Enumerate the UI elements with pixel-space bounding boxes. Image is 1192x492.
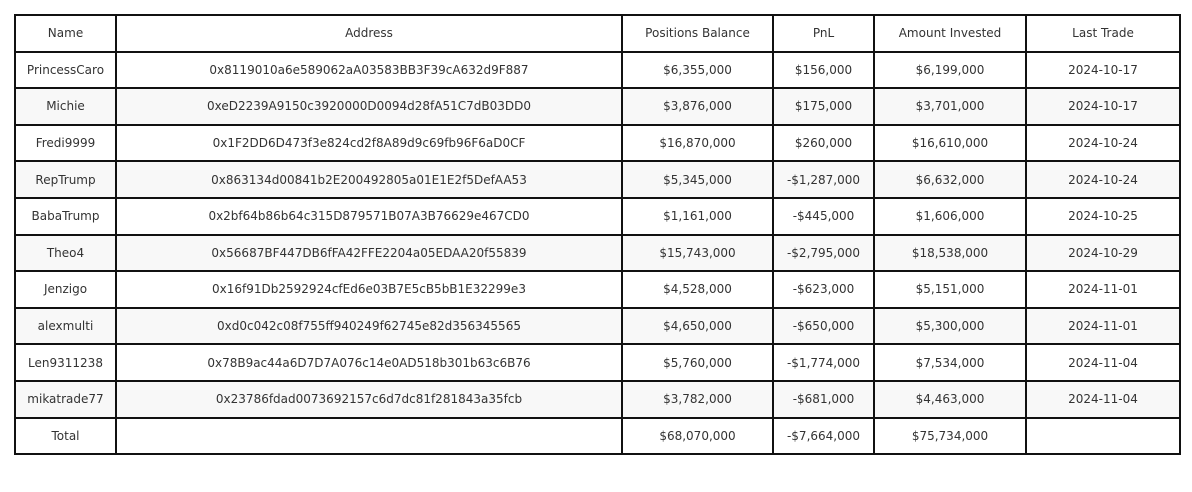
cell-last-trade: 2024-10-17	[1026, 52, 1180, 89]
cell-amount-invested: $7,534,000	[874, 344, 1026, 381]
cell-pnl: $260,000	[773, 125, 874, 162]
cell-amount-invested: $16,610,000	[874, 125, 1026, 162]
table-header	[15, 15, 1180, 52]
cell-positions-balance: $3,782,000	[622, 381, 773, 418]
column-header-positions-balance: Positions Balance	[622, 15, 773, 52]
cell-amount-invested: $18,538,000	[874, 235, 1026, 272]
trader-positions-table	[14, 14, 1181, 455]
cell-address: 0x16f91Db2592924cfEd6e03B7E5cB5bB1E32299e3	[116, 271, 622, 308]
cell-positions-balance: $68,070,000	[622, 418, 773, 455]
table-body	[15, 52, 1180, 455]
cell-address: 0x56687BF447DB6fFA42FFE2204a05EDAA20f55839	[116, 235, 622, 272]
cell-name: Fredi9999	[15, 125, 116, 162]
table-row	[15, 88, 1180, 125]
cell-pnl: -$445,000	[773, 198, 874, 235]
cell-name: BabaTrump	[15, 198, 116, 235]
cell-pnl: -$650,000	[773, 308, 874, 345]
table-row	[15, 381, 1180, 418]
table-row	[15, 198, 1180, 235]
cell-last-trade: 2024-10-24	[1026, 161, 1180, 198]
table-row	[15, 271, 1180, 308]
table-row	[15, 52, 1180, 89]
cell-address: 0x2bf64b86b64c315D879571B07A3B76629e467CD0	[116, 198, 622, 235]
cell-name: PrincessCaro	[15, 52, 116, 89]
cell-pnl: $156,000	[773, 52, 874, 89]
cell-last-trade: 2024-11-04	[1026, 344, 1180, 381]
cell-last-trade: 2024-10-17	[1026, 88, 1180, 125]
cell-pnl: -$2,795,000	[773, 235, 874, 272]
cell-name: RepTrump	[15, 161, 116, 198]
cell-amount-invested: $1,606,000	[874, 198, 1026, 235]
table-row	[15, 235, 1180, 272]
cell-address: 0x1F2DD6D473f3e824cd2f8A89d9c69fb96F6aD0CF	[116, 125, 622, 162]
column-header-name: Name	[15, 15, 116, 52]
cell-last-trade: 2024-10-24	[1026, 125, 1180, 162]
cell-amount-invested: $75,734,000	[874, 418, 1026, 455]
cell-amount-invested: $4,463,000	[874, 381, 1026, 418]
header-row	[15, 15, 1180, 52]
cell-pnl: -$1,774,000	[773, 344, 874, 381]
table-row	[15, 344, 1180, 381]
cell-name: Jenzigo	[15, 271, 116, 308]
cell-address: 0xd0c042c08f755ff940249f62745e82d356345565	[116, 308, 622, 345]
cell-positions-balance: $5,345,000	[622, 161, 773, 198]
cell-last-trade: 2024-11-01	[1026, 308, 1180, 345]
cell-pnl: -$623,000	[773, 271, 874, 308]
cell-name: alexmulti	[15, 308, 116, 345]
table-row	[15, 125, 1180, 162]
total-row	[15, 418, 1180, 455]
table-row	[15, 308, 1180, 345]
cell-positions-balance: $4,650,000	[622, 308, 773, 345]
cell-amount-invested: $3,701,000	[874, 88, 1026, 125]
column-header-amount-invested: Amount Invested	[874, 15, 1026, 52]
cell-address: 0x863134d00841b2E200492805a01E1E2f5DefAA53	[116, 161, 622, 198]
cell-pnl: -$7,664,000	[773, 418, 874, 455]
cell-positions-balance: $1,161,000	[622, 198, 773, 235]
cell-amount-invested: $5,151,000	[874, 271, 1026, 308]
cell-positions-balance: $15,743,000	[622, 235, 773, 272]
column-header-pnl: PnL	[773, 15, 874, 52]
cell-pnl: $175,000	[773, 88, 874, 125]
cell-address	[116, 418, 622, 455]
cell-positions-balance: $4,528,000	[622, 271, 773, 308]
cell-last-trade: 2024-10-29	[1026, 235, 1180, 272]
cell-amount-invested: $5,300,000	[874, 308, 1026, 345]
cell-address: 0x8119010a6e589062aA03583BB3F39cA632d9F887	[116, 52, 622, 89]
cell-name: Michie	[15, 88, 116, 125]
cell-last-trade: 2024-11-01	[1026, 271, 1180, 308]
cell-positions-balance: $6,355,000	[622, 52, 773, 89]
cell-positions-balance: $16,870,000	[622, 125, 773, 162]
column-header-last-trade: Last Trade	[1026, 15, 1180, 52]
cell-pnl: -$1,287,000	[773, 161, 874, 198]
cell-last-trade	[1026, 418, 1180, 455]
cell-amount-invested: $6,199,000	[874, 52, 1026, 89]
cell-last-trade: 2024-11-04	[1026, 381, 1180, 418]
cell-positions-balance: $5,760,000	[622, 344, 773, 381]
cell-pnl: -$681,000	[773, 381, 874, 418]
column-header-address: Address	[116, 15, 622, 52]
cell-name: Total	[15, 418, 116, 455]
cell-last-trade: 2024-10-25	[1026, 198, 1180, 235]
cell-name: Theo4	[15, 235, 116, 272]
table-row	[15, 161, 1180, 198]
cell-name: mikatrade77	[15, 381, 116, 418]
cell-address: 0x23786fdad0073692157c6d7dc81f281843a35fcb	[116, 381, 622, 418]
cell-address: 0xeD2239A9150c3920000D0094d28fA51C7dB03DD0	[116, 88, 622, 125]
cell-positions-balance: $3,876,000	[622, 88, 773, 125]
cell-address: 0x78B9ac44a6D7D7A076c14e0AD518b301b63c6B76	[116, 344, 622, 381]
cell-name: Len9311238	[15, 344, 116, 381]
cell-amount-invested: $6,632,000	[874, 161, 1026, 198]
